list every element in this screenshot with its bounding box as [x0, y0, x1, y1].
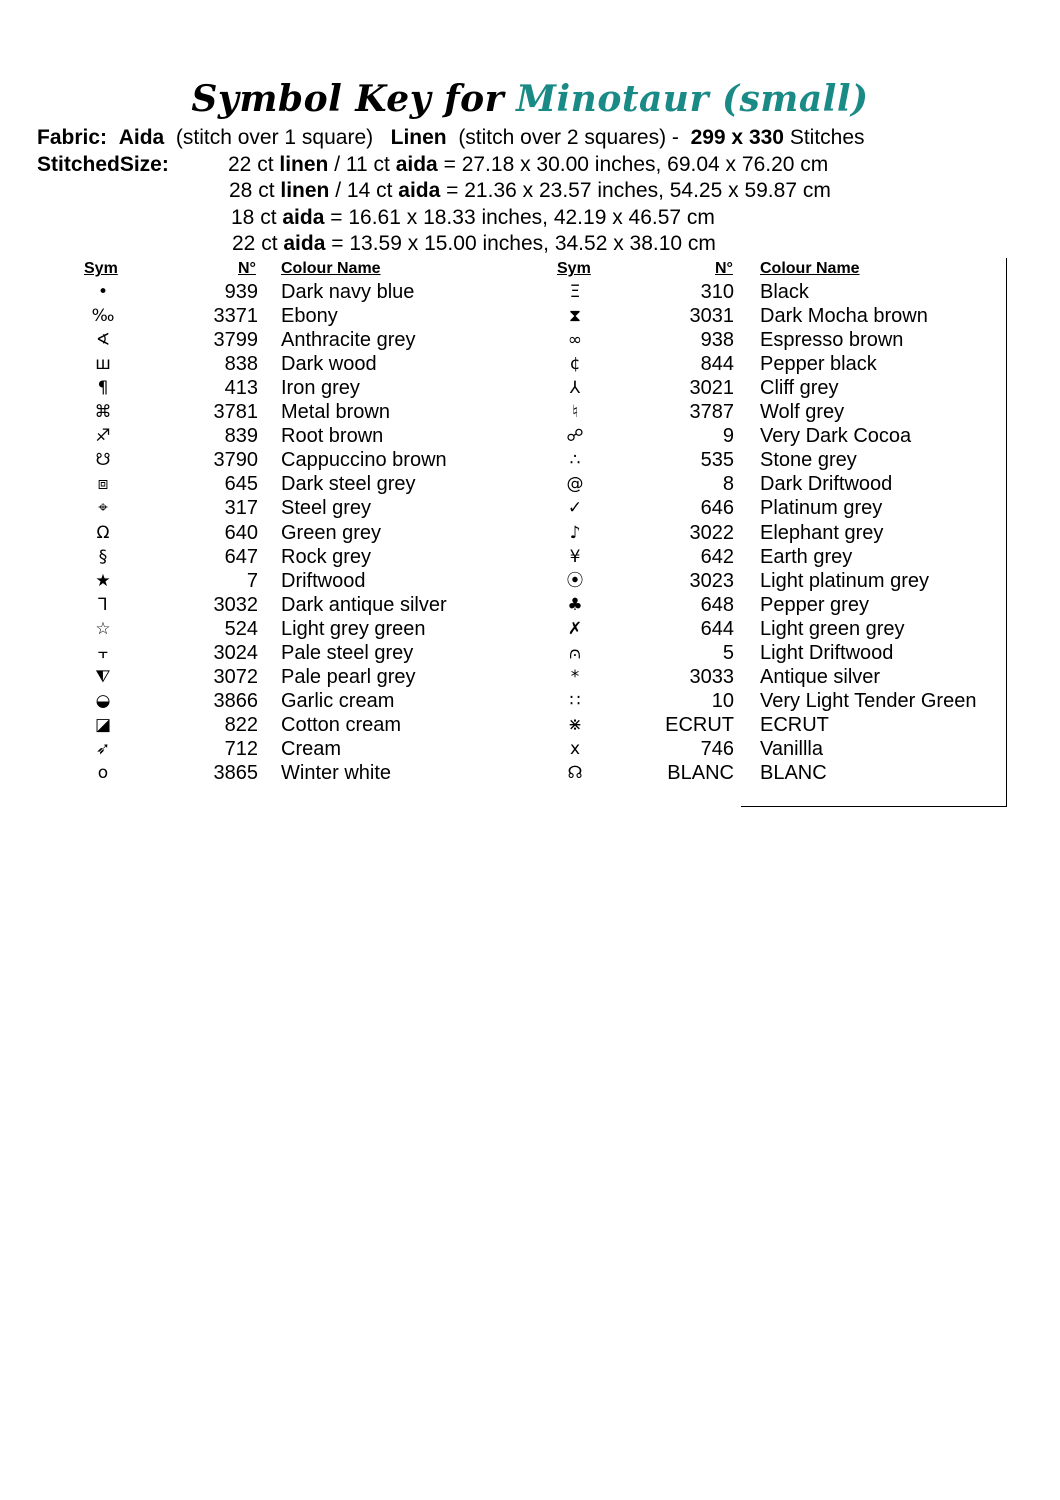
half-circle-icon: ◒	[95, 690, 111, 711]
stitch-count: 299 x 330	[690, 126, 784, 149]
table-row	[0, 713, 1060, 737]
stitched-size-line	[231, 206, 715, 230]
thread-number: 3866	[213, 689, 258, 712]
fabric-label: Fabric:	[37, 126, 108, 149]
table-frame-bottom	[741, 806, 1007, 807]
stitched-size-label: StitchedSize:	[37, 153, 169, 176]
thread-number: 647	[224, 545, 258, 568]
colour-name: Root brown	[281, 425, 384, 448]
size-sep: / 14 ct	[335, 179, 393, 202]
thread-number: BLANC	[667, 762, 734, 784]
yen-icon: ¥	[569, 546, 581, 567]
check-icon: ✓	[567, 498, 583, 519]
hourglass-icon: ⧗	[569, 306, 581, 327]
colour-name: Dark steel grey	[281, 473, 416, 496]
colour-name: Driftwood	[281, 569, 366, 592]
size-sep: / 11 ct	[334, 153, 390, 176]
colour-name: Pale steel grey	[281, 641, 414, 664]
colour-name: ECRUT	[760, 713, 829, 736]
colour-name: Rock grey	[281, 545, 372, 568]
per-mille-icon: ‰	[91, 306, 115, 327]
thread-number: 3865	[213, 762, 258, 784]
colour-name: Pepper grey	[760, 593, 869, 616]
section-icon: §	[98, 546, 108, 567]
table-row	[0, 689, 1060, 713]
colour-name: Stone grey	[760, 449, 857, 472]
thread-number: 535	[700, 449, 734, 472]
black-star-icon: ★	[95, 570, 111, 591]
colour-name: Green grey	[281, 521, 382, 544]
natural-icon: ♮	[571, 402, 579, 423]
fabric-linen-note: (stitch over 2 squares) -	[458, 126, 679, 149]
left-name-header: Colour Name	[281, 260, 381, 277]
colour-name: Anthracite grey	[281, 329, 416, 352]
colour-name: Very Light Tender Green	[760, 689, 977, 712]
size-fabric: aida	[283, 232, 326, 255]
size-fabric: aida	[395, 153, 438, 176]
colour-name: Winter white	[281, 762, 392, 784]
music-note-icon: ♪	[569, 522, 581, 543]
size-dimensions: = 16.61 x 18.33 inches, 42.19 x 46.57 cm	[330, 206, 715, 229]
sagittarius-icon: ♐	[95, 426, 111, 447]
thread-number: 10	[711, 689, 734, 712]
turned-y-icon: ⅄	[569, 378, 581, 399]
therefore-icon: ∴	[569, 450, 581, 471]
thread-number: 3022	[689, 521, 734, 544]
thread-number: 838	[224, 353, 258, 376]
colour-name: Dark wood	[281, 353, 377, 376]
thread-number: 644	[700, 617, 734, 640]
colour-name: Light green grey	[760, 617, 905, 640]
title-prefix: Symbol Key for	[191, 78, 505, 120]
colour-name: Pepper black	[760, 353, 877, 376]
size-count: 28 ct	[229, 179, 275, 202]
thread-number: 8	[722, 473, 734, 496]
club-icon: ♣	[567, 594, 583, 615]
title-pattern-name: Minotaur (small)	[516, 78, 869, 120]
thread-number: 7	[246, 569, 258, 592]
colour-name: Dark Mocha brown	[760, 305, 928, 328]
colour-name: Earth grey	[760, 545, 853, 568]
table-row	[0, 521, 1060, 545]
thread-number: 642	[700, 545, 734, 568]
size-fabric: linen	[280, 179, 330, 202]
ascending-node-icon: ☊	[567, 763, 583, 783]
thread-number: 317	[224, 497, 258, 520]
colour-name: Antique silver	[760, 665, 881, 688]
thread-number: ECRUT	[665, 713, 734, 736]
table-row	[0, 496, 1060, 520]
size-dimensions: = 21.36 x 23.57 inches, 54.25 x 59.87 cm	[446, 179, 831, 202]
thread-number: 645	[224, 473, 258, 496]
colour-name: Espresso brown	[760, 329, 904, 352]
x-icon: x	[569, 738, 581, 759]
fork-icon: ⫟	[97, 642, 109, 663]
table-row	[0, 472, 1060, 496]
size-fabric: aida	[398, 179, 441, 202]
colour-name: Black	[760, 281, 809, 303]
corner-icon: ⅂	[98, 594, 108, 615]
thread-number: 3799	[213, 329, 258, 352]
colour-name: Light Driftwood	[760, 641, 894, 664]
stitched-size-line	[229, 179, 831, 203]
division-times-icon: ⋇	[567, 714, 583, 735]
table-row	[0, 617, 1060, 641]
opposition-icon: ☍	[566, 426, 584, 447]
colour-name: BLANC	[760, 762, 827, 784]
thread-number: 3023	[689, 569, 734, 592]
table-row	[0, 448, 1060, 472]
table-row	[0, 665, 1060, 689]
thread-number: 413	[224, 377, 258, 400]
thread-number: 3371	[213, 305, 258, 328]
colour-name: Metal brown	[281, 401, 390, 424]
colour-name: Elephant grey	[760, 521, 884, 544]
thread-number: 3033	[689, 665, 734, 688]
colour-name: Light grey green	[281, 617, 426, 640]
proportion-icon: ∷	[569, 690, 581, 711]
thread-number: 3787	[689, 401, 734, 424]
stitched-size-line	[228, 153, 828, 177]
table-row	[0, 641, 1060, 665]
colour-name: Very Dark Cocoa	[760, 425, 912, 448]
thread-number: 524	[224, 617, 258, 640]
table-row	[0, 304, 1060, 328]
thread-number: 939	[224, 281, 258, 303]
star-square-icon: ⧈	[97, 474, 109, 495]
fabric-linen: Linen	[390, 126, 447, 149]
half-square-icon: ◪	[94, 714, 112, 735]
size-fabric: linen	[279, 153, 329, 176]
table-row	[0, 424, 1060, 448]
infinity-icon: ∞	[567, 330, 583, 351]
thread-number: 746	[700, 737, 734, 760]
table-row	[0, 545, 1060, 569]
size-count: 22 ct	[232, 232, 278, 255]
colour-name: Cliff grey	[760, 377, 839, 400]
fabric-aida-note: (stitch over 1 square)	[175, 126, 374, 149]
fabric-aida: Aida	[118, 126, 165, 149]
table-row	[0, 761, 1060, 785]
table-row	[0, 400, 1060, 424]
descending-node-icon: ☋	[95, 450, 111, 471]
colour-name: Ebony	[281, 305, 338, 328]
white-star-icon: ☆	[95, 618, 111, 639]
fabric-line	[37, 126, 865, 150]
colour-name: Steel grey	[281, 497, 372, 520]
table-row	[0, 328, 1060, 352]
right-name-header: Colour Name	[760, 260, 860, 277]
thread-number: 3024	[213, 641, 258, 664]
page-title	[0, 78, 1060, 120]
thread-number: 938	[700, 329, 734, 352]
at-icon: @	[566, 474, 584, 495]
colour-name: Cotton cream	[281, 713, 402, 736]
thread-number: 3032	[213, 593, 258, 616]
colour-name: Iron grey	[281, 377, 360, 400]
table-row	[0, 737, 1060, 761]
left-num-header: N°	[238, 260, 256, 277]
thread-number: 310	[700, 281, 734, 303]
table-row	[0, 280, 1060, 304]
right-sym-header: Sym	[557, 260, 591, 277]
thread-number: 822	[224, 713, 258, 736]
thread-number: 3781	[213, 401, 258, 424]
small-dot-icon: •	[97, 282, 109, 302]
colour-name: Cappuccino brown	[281, 449, 447, 472]
table-row	[0, 376, 1060, 400]
thread-number: 648	[700, 593, 734, 616]
table-row	[0, 569, 1060, 593]
thread-number: 3072	[213, 665, 258, 688]
sha-icon: ш	[95, 354, 111, 375]
thread-number: 3790	[213, 449, 258, 472]
thread-number: 844	[700, 353, 734, 376]
size-fabric: aida	[282, 206, 325, 229]
table-row	[0, 593, 1060, 617]
circle-icon: o	[97, 763, 109, 783]
colour-name: Dark antique silver	[281, 593, 447, 616]
thread-number: 712	[224, 737, 258, 760]
thread-number: 3021	[689, 377, 734, 400]
down-triangle-icon: ⧨	[95, 666, 111, 687]
cross-icon: ✗	[567, 618, 583, 639]
cent-icon: ¢	[569, 354, 581, 375]
colour-name: Light platinum grey	[760, 569, 929, 592]
bullseye-icon: ⦿	[566, 570, 584, 591]
table-row	[0, 352, 1060, 376]
colour-name: Pale pearl grey	[281, 665, 416, 688]
asterisk-icon: *	[570, 666, 580, 687]
thread-number: 646	[700, 497, 734, 520]
thread-number: 9	[722, 425, 734, 448]
stitches-word: Stitches	[789, 126, 865, 149]
left-sym-header: Sym	[84, 260, 118, 277]
thread-number: 640	[224, 521, 258, 544]
omega-icon: Ω	[96, 522, 110, 543]
command-icon: ⌘	[94, 402, 112, 423]
stitched-size-line	[232, 232, 716, 256]
table-frame-right	[1006, 258, 1007, 806]
colour-name: Dark navy blue	[281, 281, 415, 303]
colour-name: Cream	[281, 737, 342, 760]
size-count: 22 ct	[228, 153, 274, 176]
size-dimensions: = 27.18 x 30.00 inches, 69.04 x 76.20 cm	[443, 153, 829, 176]
size-count: 18 ct	[231, 206, 277, 229]
size-dimensions: = 13.59 x 15.00 inches, 34.52 x 38.10 cm	[331, 232, 716, 255]
colour-name: Garlic cream	[281, 689, 395, 712]
crosshair-circle-icon: ⌖	[98, 498, 108, 519]
thread-number: 3031	[689, 305, 734, 328]
angle-icon: ∢	[95, 330, 111, 351]
right-num-header: N°	[715, 260, 733, 277]
xi-icon: Ξ	[569, 282, 581, 302]
cap-dot-icon: ⩀	[569, 642, 581, 663]
pilcrow-icon: ¶	[97, 378, 109, 399]
colour-name: Vanillla	[760, 737, 823, 760]
colour-name: Platinum grey	[760, 497, 883, 520]
colour-name: Dark Driftwood	[760, 473, 893, 496]
thread-number: 839	[224, 425, 258, 448]
thread-number: 5	[722, 641, 734, 664]
arrow-icon: ➶	[95, 738, 111, 759]
colour-name: Wolf grey	[760, 401, 845, 424]
